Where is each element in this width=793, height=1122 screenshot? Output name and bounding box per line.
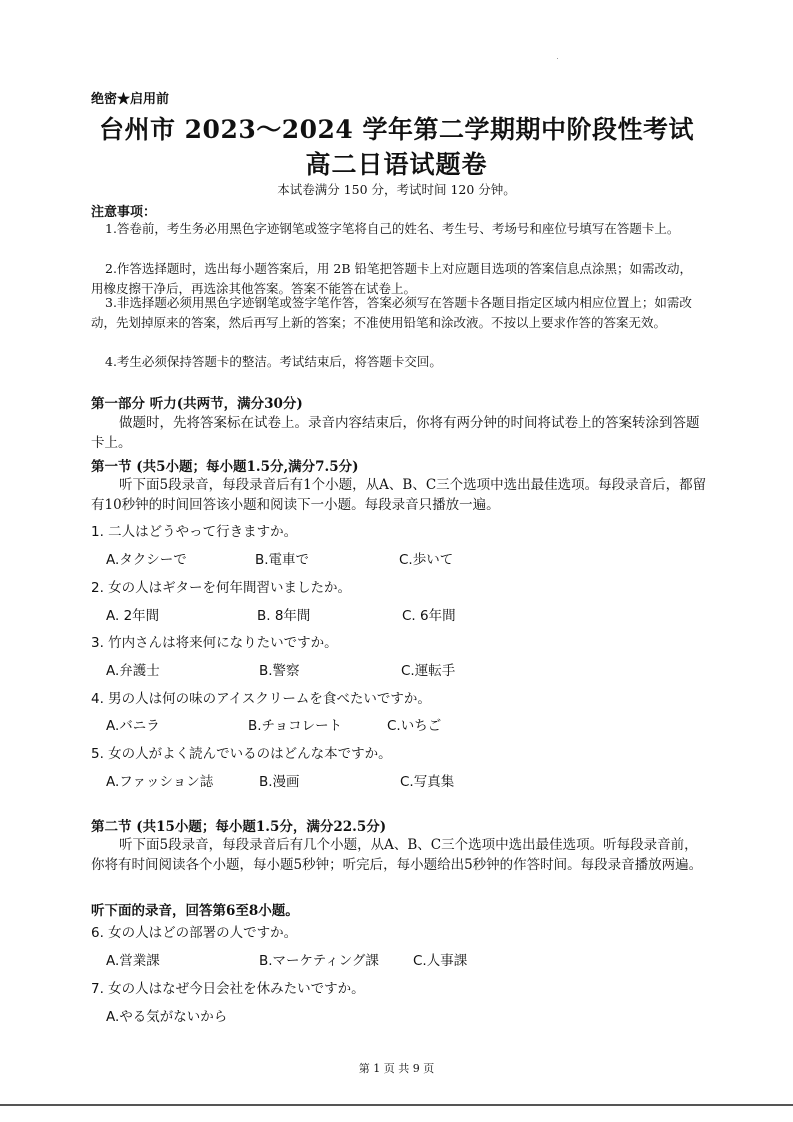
exam-subject-title: 高二日语试题卷	[305, 150, 488, 179]
option-a: A.やる気がないから	[106, 1009, 228, 1025]
option-c: C.人事課	[413, 953, 468, 969]
option-c: C.写真集	[400, 774, 455, 790]
section2-intro: 听下面5段录音，每段录音后有几个小题，从A、B、C三个选项中选出最佳选项。听每段录音前，你将有时间阅读各个小题，每小题5秒钟；听完后，每小题给出5秒钟的作答时间。每段录音播放两遍。	[91, 837, 703, 873]
part1-intro: 做题时，先将答案标在试卷上。录音内容结束后，你将有两分钟的时间将试卷上的答案转涂到答题卡上。	[91, 415, 700, 451]
exam-title: 台州市 2023～2024 学年第二学期期中阶段性考试	[98, 115, 695, 144]
option-c: C.運転手	[401, 663, 456, 679]
question-text: 5. 女の人がよく読んでいるのはどんな本ですか。	[91, 746, 392, 762]
option-b: B.マーケティング課	[259, 953, 379, 969]
option-b: B.警察	[259, 663, 300, 679]
option-c: C.歩いて	[399, 552, 454, 568]
option-b: B.チョコレート	[248, 718, 343, 734]
question-text: 6. 女の人はどの部署の人ですか。	[91, 925, 298, 941]
note-item: 1.答卷前，考生务必用黑色字迹钢笔或签字笔将自己的姓名、考生号、考场号和座位号填写在答题卡上。	[105, 221, 680, 236]
note-item: 4.考生必须保持答题卡的整洁。考试结束后，将答题卡交回。	[105, 354, 442, 369]
secret-label: 绝密★启用前	[91, 92, 170, 107]
part1-heading: 第一部分 听力(共两节，满分30分)	[91, 396, 303, 412]
bottom-divider	[0, 1104, 793, 1106]
question-text: 1. 二人はどうやって行きますか。	[91, 524, 298, 540]
group-label: 听下面的录音，回答第6至8小题。	[91, 903, 299, 919]
option-b: B.漫画	[259, 774, 300, 790]
question-text: 2. 女の人はギターを何年間習いましたか。	[91, 580, 352, 596]
section2-heading: 第二节 (共15小题；每小题1.5分，满分22.5分)	[91, 819, 387, 835]
exam-info: 本试卷满分 150 分，考试时间 120 分钟。	[277, 182, 516, 197]
note-item: 2.作答选择题时，选出每小题答案后，用 2B 铅笔把答题卡上对应题目选项的答案信息点涂黑；如需改动，用橡皮擦干净后，再选涂其他答案。答案不能答在试卷上。	[91, 261, 693, 296]
option-c: C. 6年間	[402, 608, 456, 624]
page-number: 第 1 页 共 9 页	[358, 1062, 435, 1075]
option-c: C.いちご	[387, 718, 442, 734]
stray-dot	[557, 58, 558, 59]
question-text: 4. 男の人は何の味のアイスクリームを食べたいですか。	[91, 691, 431, 707]
option-a: A.弁護士	[106, 663, 160, 679]
notes-heading: 注意事项：	[91, 205, 157, 220]
option-a: A.バニラ	[106, 718, 160, 734]
note-item: 3.非选择题必须用黑色字迹钢笔或签字笔作答，答案必须写在答题卡各题目指定区域内相应位置上；如需改动，先划掉原来的答案，然后再写上新的答案；不准使用铅笔和涂改液。不按以上要求作答的答案无效。	[91, 295, 692, 330]
option-a: A.営業課	[106, 953, 160, 969]
question-text: 3. 竹内さんは将来何になりたいですか。	[91, 635, 338, 651]
option-a: A.タクシーで	[106, 552, 187, 568]
option-b: B. 8年間	[257, 608, 311, 624]
option-a: A.ファッション誌	[106, 774, 214, 790]
option-b: B.電車で	[255, 552, 310, 568]
option-a: A. 2年間	[106, 608, 160, 624]
question-text: 7. 女の人はなぜ今日会社を休みたいですか。	[91, 981, 365, 997]
section1-heading: 第一节 (共5小题；每小题1.5分,满分7.5分)	[91, 459, 359, 475]
section1-intro: 听下面5段录音，每段录音后有1个小题，从A、B、C三个选项中选出最佳选项。每段录音后，都留有10秒钟的时间回答该小题和阅读下一小题。每段录音只播放一遍。	[91, 477, 707, 513]
